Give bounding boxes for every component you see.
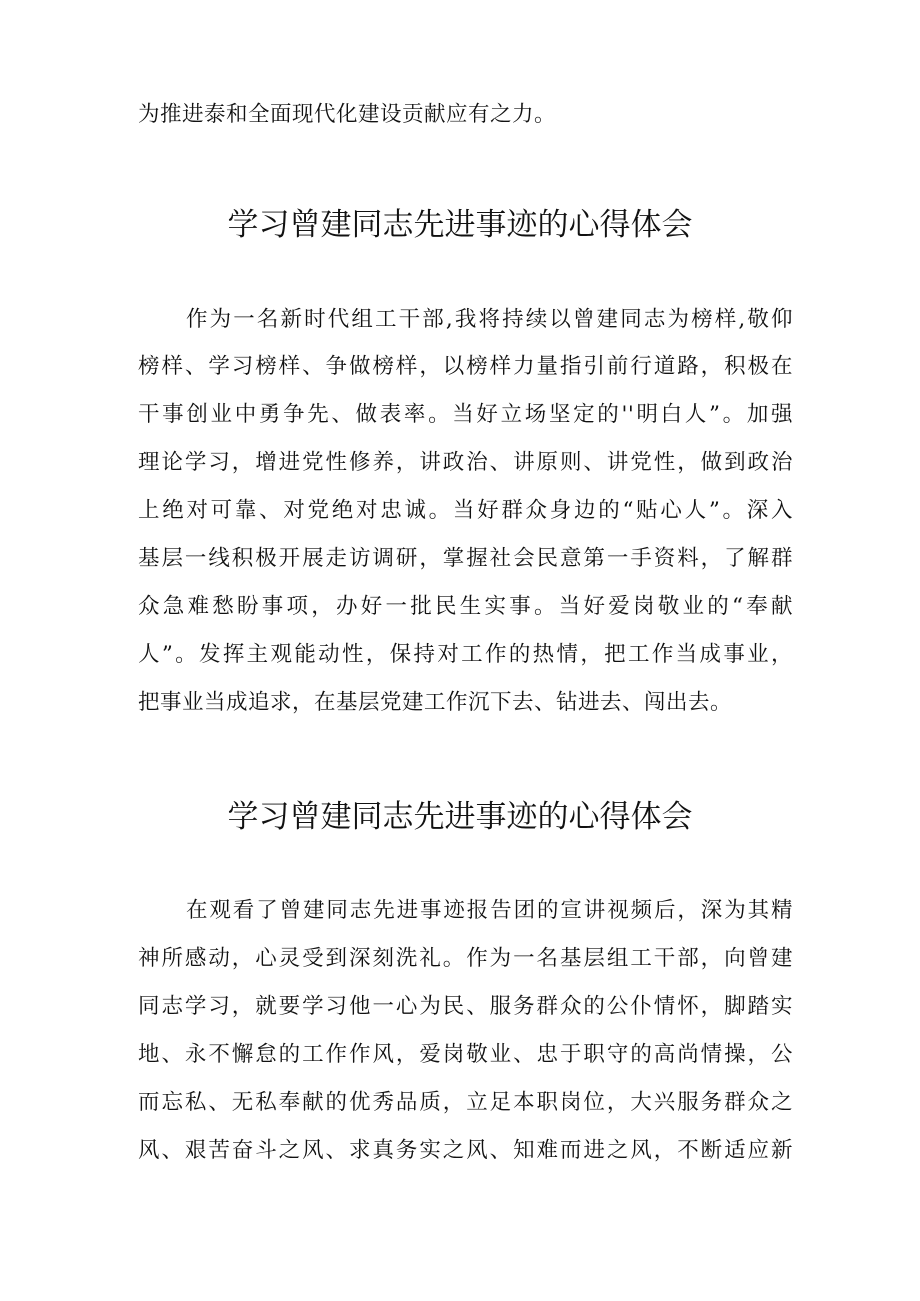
section-title: 学习曾建同志先进事迹的心得体会 <box>227 799 693 835</box>
paragraph-line: 干事创业中勇争先、做表率。当好立场坚定的''明白人”。加强 <box>138 402 793 427</box>
paragraph-line: 风、艰苦奋斗之风、求真务实之风、知难而进之风，不断适应新 <box>138 1138 793 1163</box>
paragraph-line: 上绝对可靠、对党绝对忠诚。当好群众身边的“贴心人”。深入 <box>138 498 793 523</box>
paragraph-line: 把事业当成追求，在基层党建工作沉下去、钻进去、闯出去。 <box>138 690 733 715</box>
paragraph-line: 作为一名新时代组工干部,我将持续以曾建同志为榜样,敬仰 <box>186 307 793 332</box>
paragraph-line: 在观看了曾建同志先进事迹报告团的宣讲视频后，深为其精 <box>186 898 793 923</box>
paragraph-line: 地、永不懈怠的工作作风，爱岗敬业、忠于职守的高尚情操，公 <box>138 1042 793 1067</box>
paragraph-line: 众急难愁盼事项，办好一批民生实事。当好爱岗敬业的“奉献 <box>138 594 793 619</box>
paragraph-line: 理论学习，增进党性修养，讲政治、讲原则、讲党性，做到政治 <box>138 450 793 475</box>
paragraph-line: 而忘私、无私奉献的优秀品质，立足本职岗位，大兴服务群众之 <box>138 1090 793 1115</box>
paragraph-line: 人”。发挥主观能动性，保持对工作的热情，把工作当成事业， <box>138 642 793 667</box>
paragraph-line: 同志学习，就要学习他一心为民、服务群众的公仆情怀，脚踏实 <box>138 994 793 1019</box>
paragraph-line: 神所感动，心灵受到深刻洗礼。作为一名基层组工干部，向曾建 <box>138 946 793 971</box>
paragraph-line: 榜样、学习榜样、争做榜样，以榜样力量指引前行道路，积极在 <box>138 354 793 379</box>
paragraph-line: 基层一线积极开展走访调研，掌握社会民意第一手资料，了解群 <box>138 546 793 571</box>
paragraph-fragment: 为推进泰和全面现代化建设贡献应有之力。 <box>138 102 557 127</box>
section-title: 学习曾建同志先进事迹的心得体会 <box>227 207 693 243</box>
